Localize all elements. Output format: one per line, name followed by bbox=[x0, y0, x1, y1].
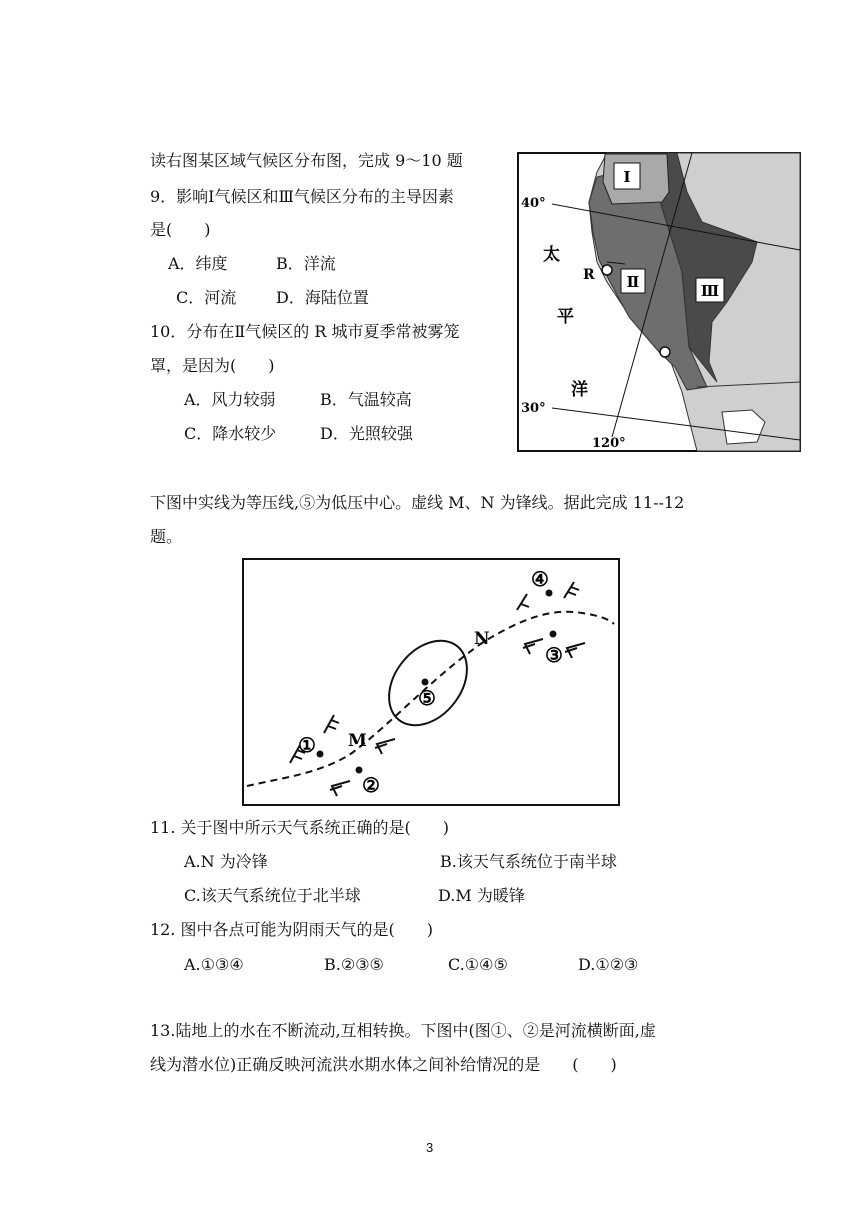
q9-stem-line2: 是( ) bbox=[150, 220, 211, 239]
zone-iii-label: Ⅲ bbox=[700, 282, 720, 300]
r-city-marker bbox=[602, 265, 612, 275]
ocean-char-1: 太 bbox=[543, 245, 560, 265]
q11-stem: 11. 关于图中所示天气系统正确的是( ) bbox=[150, 818, 450, 837]
q12-option-a: A.①③④ bbox=[184, 955, 244, 974]
q11-option-d: D.M 为暖锋 bbox=[438, 886, 525, 905]
weather-front-map bbox=[242, 558, 620, 806]
r-city-label: R bbox=[583, 267, 595, 283]
q13-stem-line2: 线为潜水位)正确反映河流洪水期水体之间补给情况的是 ( ) bbox=[150, 1055, 617, 1074]
front-m-label: M bbox=[348, 731, 367, 751]
lon-120-label: 120° bbox=[592, 436, 626, 451]
page-number: 3 bbox=[426, 1140, 434, 1155]
q12-option-d: D.①②③ bbox=[578, 955, 639, 974]
q9-option-a: A．纬度 bbox=[168, 254, 228, 273]
q10-option-c: C．降水较少 bbox=[184, 424, 277, 443]
lat-30-label: 30° bbox=[521, 401, 546, 416]
point-1-dot bbox=[317, 751, 324, 758]
q9-10-intro: 读右图某区域气候区分布图，完成 9～10 题 bbox=[150, 151, 463, 170]
q9-option-b: B．洋流 bbox=[276, 254, 336, 273]
climate-zone-map bbox=[517, 152, 801, 452]
q11-option-a: A.N 为冷锋 bbox=[184, 852, 268, 871]
point-3-label: ③ bbox=[545, 643, 563, 667]
q9-option-d: D．海陆位置 bbox=[276, 288, 369, 307]
q13-stem-line1: 13.陆地上的水在不断流动,互相转换。下图中(图①、②是河流横断面,虚 bbox=[150, 1021, 656, 1040]
point-2-label: ② bbox=[362, 773, 380, 797]
q12-option-c: C.①④⑤ bbox=[448, 955, 508, 974]
point-3-dot bbox=[550, 631, 557, 638]
front-n-label: N bbox=[474, 629, 490, 649]
q11-12-intro-line1: 下图中实线为等压线,⑤为低压中心。虚线 M、N 为锋线。据此完成 11--12 bbox=[150, 493, 685, 512]
q11-option-c: C.该天气系统位于北半球 bbox=[184, 886, 361, 905]
q11-option-b: B.该天气系统位于南半球 bbox=[440, 852, 617, 871]
coast-bay-marker bbox=[660, 347, 670, 357]
q10-option-b: B．气温较高 bbox=[320, 390, 412, 409]
q12-stem: 12. 图中各点可能为阴雨天气的是( ) bbox=[150, 920, 434, 939]
q11-12-intro-line2: 题。 bbox=[150, 527, 183, 546]
q10-option-a: A．风力较弱 bbox=[184, 390, 276, 409]
q9-stem-line1: 9．影响Ⅰ气候区和Ⅲ气候区分布的主导因素 bbox=[150, 187, 454, 206]
q10-option-d: D．光照较强 bbox=[320, 424, 413, 443]
point-5-label: ⑤ bbox=[418, 686, 436, 710]
zone-i-label: Ⅰ bbox=[623, 168, 631, 186]
point-4-label: ④ bbox=[531, 567, 549, 591]
ocean-char-3: 洋 bbox=[571, 380, 588, 400]
zone-ii-label: Ⅱ bbox=[626, 273, 640, 291]
point-1-label: ① bbox=[298, 733, 316, 757]
point-5-dot bbox=[422, 679, 429, 686]
lat-40-label: 40° bbox=[521, 196, 546, 211]
q10-stem-line2: 罩，是因为( ) bbox=[150, 356, 275, 375]
weather-map-frame bbox=[243, 559, 619, 805]
q12-option-b: B.②③⑤ bbox=[324, 955, 384, 974]
q10-stem-line1: 10．分布在Ⅱ气候区的 R 城市夏季常被雾笼 bbox=[150, 322, 460, 341]
q9-option-c: C．河流 bbox=[176, 288, 237, 307]
ocean-char-2: 平 bbox=[557, 307, 574, 327]
